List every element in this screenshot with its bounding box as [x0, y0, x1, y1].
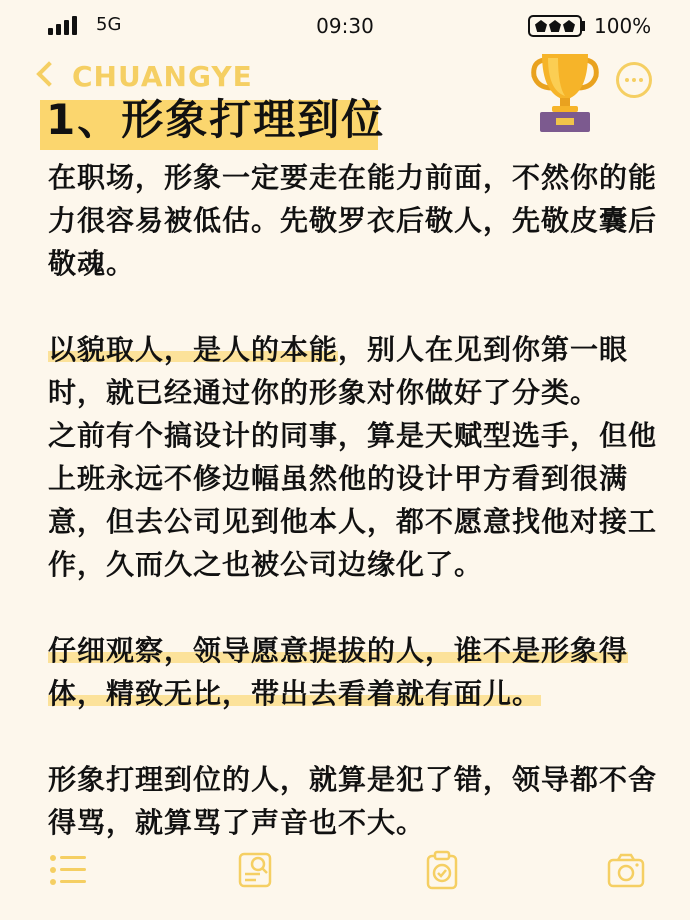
- highlighted-text: 仔细观察，领导愿意提拔的人，谁不是形象得体，精致无比，带出去看着就有面儿。: [48, 634, 629, 710]
- paragraph: 在职场，形象一定要走在能力前面，不然你的能力很容易被低估。先敬罗衣后敬人，先敬皮囊后敬魂。: [48, 161, 658, 280]
- list-icon[interactable]: [48, 850, 88, 890]
- back-chevron-icon: [36, 61, 61, 86]
- battery-icon: [528, 15, 582, 37]
- back-button[interactable]: [40, 60, 253, 93]
- paragraph-text: ，别人在见到你第一眼时，就已经通过你的形象对你做好了分类。: [48, 333, 629, 409]
- page-title: 1、形象打理到位: [46, 95, 386, 144]
- trophy-icon: [530, 50, 600, 134]
- title-block: [40, 92, 385, 148]
- bottom-toolbar: [0, 850, 690, 896]
- clock: 09:30: [316, 14, 374, 38]
- highlighted-text: 以貌取人，是人的本能: [48, 333, 339, 366]
- more-icon[interactable]: [616, 62, 652, 98]
- battery-cap: [582, 21, 585, 31]
- article-body: [48, 156, 668, 844]
- camera-icon[interactable]: [606, 850, 646, 890]
- network-type: 5G: [96, 14, 122, 35]
- paragraph: 形象打理到位的人，就算是犯了错，领导都不舍得骂，就算骂了声音也不大。: [48, 763, 658, 839]
- paragraph: [48, 328, 668, 414]
- back-label: CHUANGYE: [72, 60, 253, 93]
- clipboard-icon[interactable]: [422, 850, 462, 890]
- paragraph: 之前有个搞设计的同事，算是天赋型选手，但他上班永远不修边幅虽然他的设计甲方看到很满意，但去公司见到他本人，都不愿意找他对接工作，久而久之也被公司边缘化了。: [48, 419, 658, 581]
- paragraph: [48, 629, 668, 715]
- battery-percent: 100%: [594, 14, 652, 38]
- status-bar: [0, 0, 690, 56]
- notes-icon[interactable]: [236, 850, 276, 890]
